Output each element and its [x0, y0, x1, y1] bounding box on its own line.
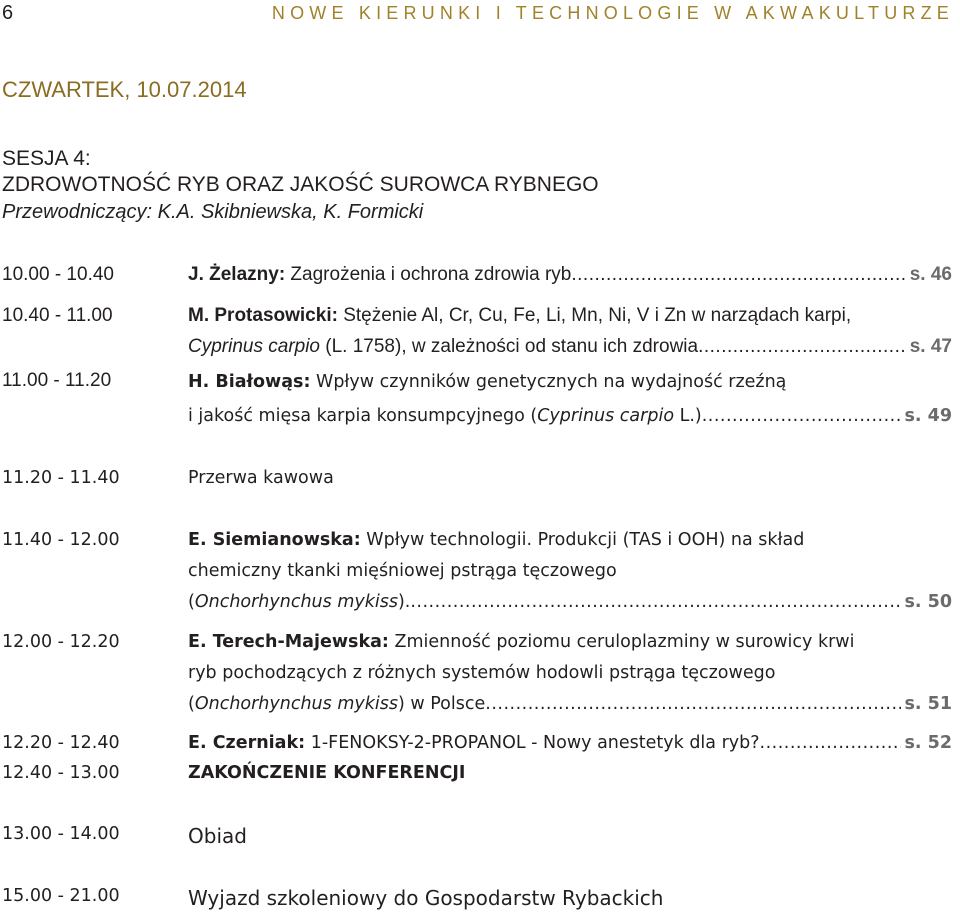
agenda-entry-cont: ryb pochodzących z różnych systemów hodowli pstrąga tęczowego	[188, 663, 776, 683]
closing-label: ZAKOŃCZENIE KONFERENCJI	[188, 763, 466, 783]
agenda-entry	[188, 733, 952, 753]
time-slot: 12.40 - 13.00	[2, 763, 120, 783]
lunch-label: Obiad	[188, 824, 247, 848]
page-ref: s. 46	[909, 264, 952, 285]
agenda-entry	[188, 372, 786, 392]
species-name: Cyprinus carpio	[537, 406, 675, 426]
agenda-entry	[188, 530, 804, 550]
talk-title-cont: i jakość mięsa karpia konsumpcyjnego (	[188, 406, 538, 426]
agenda-entry-cont	[188, 694, 952, 714]
running-title: NOWE KIERUNKI I TECHNOLOGIE W AKWAKULTURZE	[271, 3, 954, 23]
talk-title: 1-FENOKSY-2-PROPANOL - Nowy anestetyk dla ryb?	[305, 733, 760, 753]
talk-title-cont: ) w Polsce	[397, 694, 486, 714]
time-slot: 11.20 - 11.40	[2, 468, 120, 488]
species-name: Onchorhynchus mykiss	[194, 592, 398, 612]
page-ref: s. 49	[904, 406, 952, 426]
time-slot: 12.00 - 12.20	[2, 632, 120, 652]
talk-title-cont: (	[188, 592, 195, 612]
speaker-name: M. Protasowicki:	[188, 305, 338, 326]
leader-dots	[760, 733, 902, 753]
leader-dots	[698, 336, 907, 358]
time-slot: 12.20 - 12.40	[2, 733, 120, 753]
agenda-entry	[188, 264, 952, 286]
page-ref: s. 51	[904, 694, 952, 714]
speaker-name: E. Terech-Majewska:	[188, 632, 389, 652]
talk-title: Zmienność poziomu ceruloplazminy w surowicy krwi	[388, 632, 855, 652]
talk-title: Stężenie Al, Cr, Cu, Fe, Li, Mn, Ni, V i Zn w narządach karpi,	[337, 305, 852, 326]
page-ref: s. 50	[904, 592, 952, 612]
leader-dots	[410, 592, 901, 612]
speaker-name: E. Siemianowska:	[188, 530, 361, 550]
day-heading: CZWARTEK, 10.07.2014	[2, 77, 247, 102]
agenda-entry-cont: chemiczny tkanki mięśniowej pstrąga tęczowego	[188, 561, 617, 581]
agenda-entry-cont	[188, 406, 952, 426]
talk-title-cont: (	[188, 694, 195, 714]
trip-label: Wyjazd szkoleniowy do Gospodarstw Rybackich	[188, 886, 664, 910]
page-ref: s. 52	[904, 733, 952, 753]
talk-title: Wpływ czynników genetycznych na wydajność rzeźną	[310, 372, 787, 392]
species-name: Cyprinus carpio	[188, 336, 320, 357]
time-slot: 13.00 - 14.00	[2, 824, 120, 844]
talk-title-cont: L.)	[674, 406, 702, 426]
leader-dots	[485, 694, 901, 714]
break-label: Przerwa kawowa	[188, 468, 334, 488]
speaker-name: E. Czerniak:	[188, 733, 306, 753]
leader-dots	[702, 406, 902, 426]
session-topic: ZDROWOTNOŚĆ RYB ORAZ JAKOŚĆ SUROWCA RYBNEGO	[2, 173, 599, 196]
agenda-entry-cont	[188, 336, 952, 358]
agenda-entry	[188, 632, 854, 652]
talk-title-cont: ).	[397, 592, 411, 612]
page-ref: s. 47	[909, 336, 952, 357]
session-label: SESJA 4:	[2, 147, 91, 170]
talk-title: Zagrożenia i ochrona zdrowia ryb	[285, 264, 572, 285]
time-slot: 15.00 - 21.00	[2, 886, 120, 906]
time-slot: 10.40 - 11.00	[2, 305, 113, 326]
time-slot: 11.00 - 11.20	[2, 370, 112, 391]
speaker-name: J. Żelazny:	[188, 264, 286, 285]
time-slot: 11.40 - 12.00	[2, 530, 120, 550]
speaker-name: H. Białowąs:	[188, 372, 311, 392]
species-name: Onchorhynchus mykiss	[194, 694, 398, 714]
leader-dots	[571, 264, 906, 286]
talk-title-cont: (L. 1758), w zależności od stanu ich zdrowia	[320, 336, 699, 357]
page-number: 6	[2, 2, 14, 24]
agenda-entry-cont	[188, 592, 952, 612]
talk-title: Wpływ technologii. Produkcji (TAS i OOH) na skład	[360, 530, 805, 550]
agenda-entry	[188, 305, 851, 327]
time-slot: 10.00 - 10.40	[2, 264, 114, 285]
session-chair: Przewodniczący: K.A. Skibniewska, K. Formicki	[2, 201, 424, 223]
